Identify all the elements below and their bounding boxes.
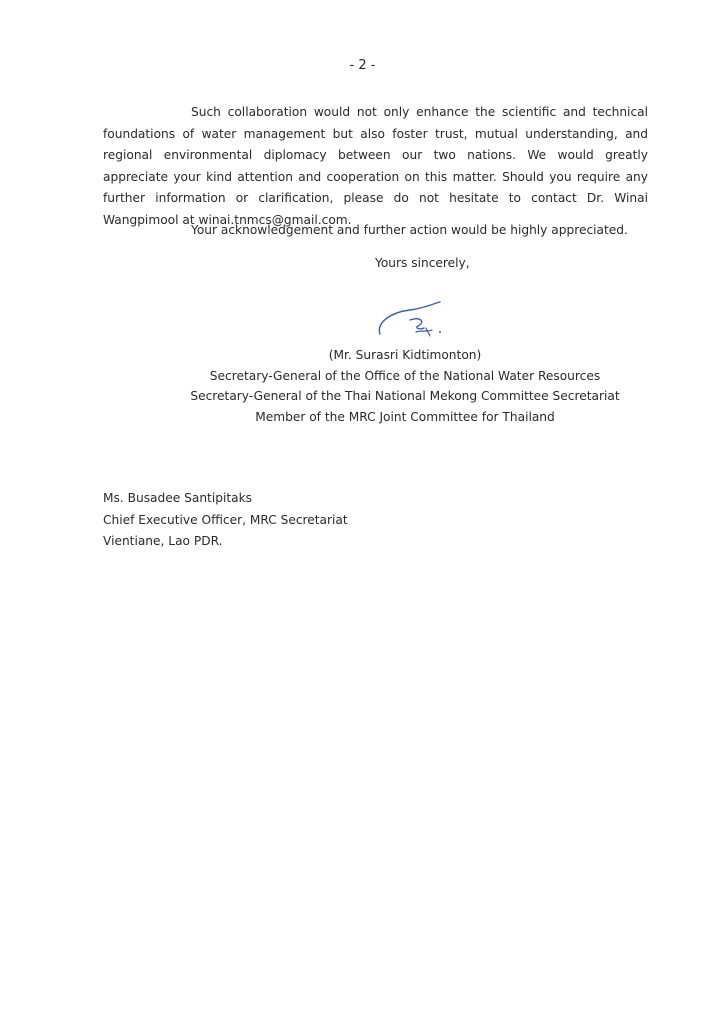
signature-block xyxy=(190,345,620,427)
signatory-title: Secretary-General of the Thai National Mekong Committee Secretariat xyxy=(190,389,620,403)
addressee-position: Chief Executive Officer, MRC Secretariat xyxy=(103,512,348,527)
handwritten-signature xyxy=(370,300,470,350)
body-paragraph: Your acknowledgement and further action would be highly appreciated. xyxy=(191,223,628,237)
addressee-location: Vientiane, Lao PDR. xyxy=(103,534,223,548)
body-paragraph: Such collaboration would not only enhance the scientific and technical foundations of water management but also foster trust, mutual understanding, and regional environmental diplomacy between our two nations. We would greatly appreciate your kind attention and cooperation on this matter. Should you require any further information or clarification, please do not hesitate to contact Dr. Winai Wangpimool at winai.tnmcs@gmail.com. xyxy=(103,105,648,227)
closing-salutation: Yours sincerely, xyxy=(375,256,470,270)
signatory-name: (Mr. Surasri Kidtimonton) xyxy=(328,348,482,362)
addressee-block xyxy=(103,488,348,553)
signatory-title: Member of the MRC Joint Committee for Thailand xyxy=(255,409,555,424)
signatory-title: Secretary-General of the Office of the National Water Resources xyxy=(209,368,601,383)
addressee-name: Ms. Busadee Santipitaks xyxy=(103,491,252,505)
page-number: - 2 - xyxy=(349,58,376,73)
